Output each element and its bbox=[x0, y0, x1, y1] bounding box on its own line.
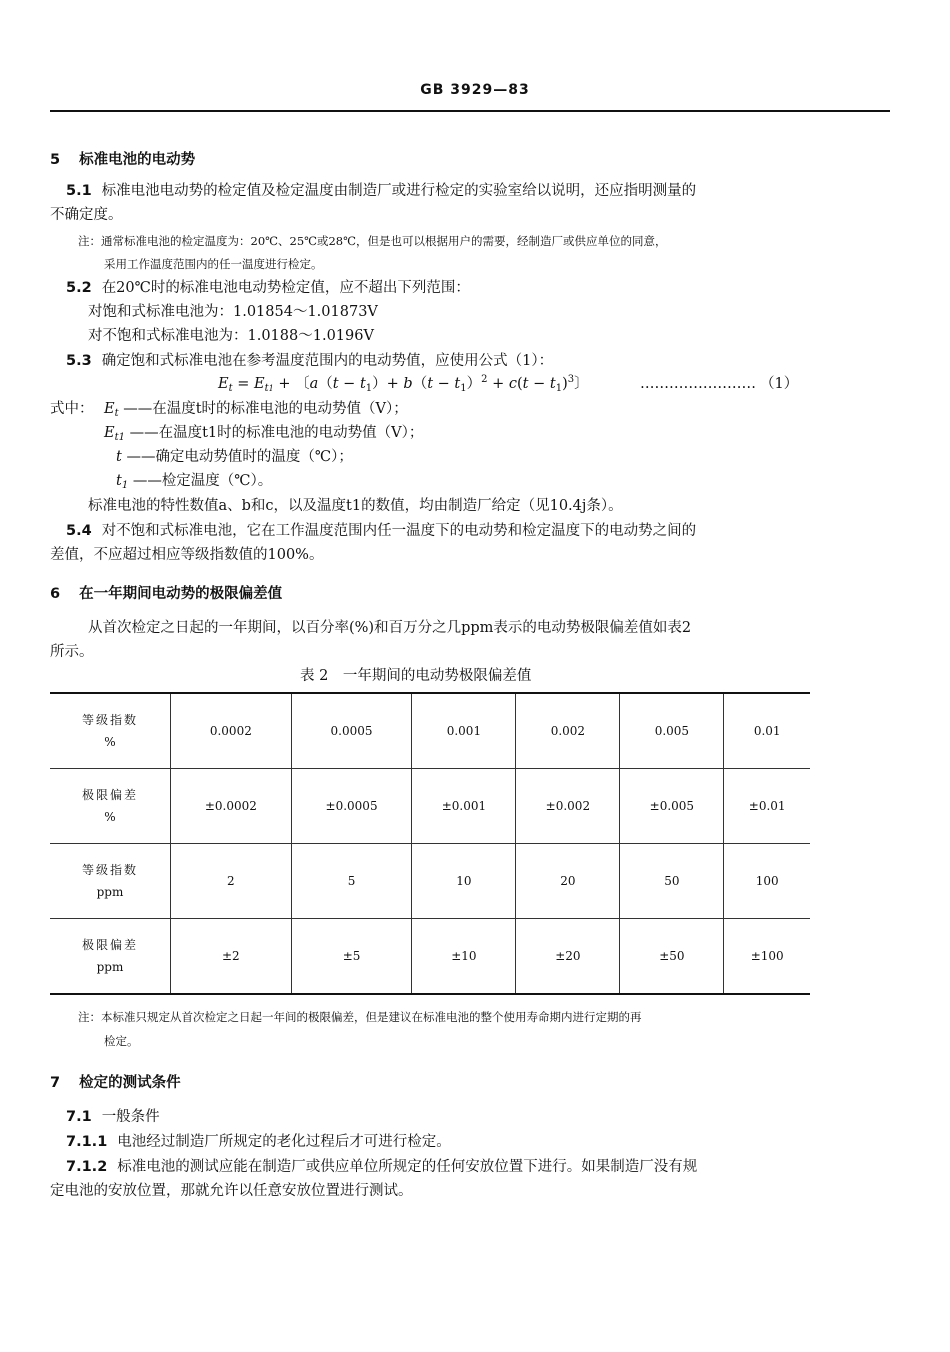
table-cell: 20 bbox=[516, 844, 620, 919]
para-7-1-1: 7.1.1 电池经过制造厂所规定的老化过程后才可进行检定。 bbox=[66, 1134, 451, 1150]
section-6-title: 在一年期间电动势的极限偏差值 bbox=[79, 586, 283, 602]
table-cell: ±0.0005 bbox=[291, 769, 412, 844]
para-5-4: 5.4 对不饱和式标准电池，它在工作温度范围内任一温度下的电动势和检定温度下的电动势之间的 bbox=[66, 523, 697, 539]
table-cell: ±0.002 bbox=[516, 769, 620, 844]
note-5-1-line1: 注：通常标准电池的检定温度为：20℃、25℃或28℃，但是也可以根据用户的需要，经制造厂或供应单位的同意， bbox=[78, 234, 667, 248]
section-5-number: 5 bbox=[50, 152, 61, 168]
para-5-1-cont: 不确定度。 bbox=[50, 207, 123, 223]
table-cell: ±10 bbox=[412, 919, 516, 995]
para-5-2: 5.2 在20℃时的标准电池电动势检定值，应不超出下列范围： bbox=[66, 280, 470, 296]
para-5-2-saturated: 对饱和式标准电池为：1.01854～1.01873V bbox=[88, 304, 378, 320]
table-cell: 0.002 bbox=[516, 693, 620, 769]
section-7-heading bbox=[50, 1073, 181, 1093]
table-cell: 10 bbox=[412, 844, 516, 919]
table-row bbox=[50, 919, 810, 995]
table-2-caption: 表 2 一年期间的电动势极限偏差值 bbox=[300, 668, 532, 684]
section-6-heading bbox=[50, 584, 282, 604]
definition-et: $E_t$ ——在温度t时的标准电池的电动势值（V）； bbox=[104, 401, 408, 419]
table-cell: ±0.001 bbox=[412, 769, 516, 844]
note-6-line1: 注：本标准只规定从首次检定之日起一年间的极限偏差，但是建议在标准电池的整个使用寿命期内进行定期的再 bbox=[78, 1010, 642, 1024]
section-6-intro: 从首次检定之日起的一年期间，以百分率(%)和百万分之几ppm表示的电动势极限偏差值如表2 bbox=[88, 620, 692, 636]
table-cell: 50 bbox=[620, 844, 724, 919]
definition-et1: $E_{t1}$ ——在温度t1时的标准电池的电动势值（V）； bbox=[104, 425, 424, 443]
table-cell: 0.001 bbox=[412, 693, 516, 769]
table-cell: ±2 bbox=[171, 919, 292, 995]
limit-deviation-table bbox=[50, 692, 810, 995]
section-6-intro-cont: 所示。 bbox=[50, 644, 94, 660]
section-5-heading bbox=[50, 150, 195, 170]
table-cell: 2 bbox=[171, 844, 292, 919]
table-cell: ±0.005 bbox=[620, 769, 724, 844]
table-cell: 0.0005 bbox=[291, 693, 412, 769]
section-7-title: 检定的测试条件 bbox=[79, 1075, 181, 1091]
definition-t1: $t_1$ ——检定温度（℃）。 bbox=[116, 473, 273, 491]
table-cell: ±100 bbox=[724, 919, 810, 995]
definition-t: t ——确定电动势值时的温度（℃）； bbox=[116, 449, 353, 465]
row-header: 等级指数 ppm bbox=[50, 844, 171, 919]
table-cell: 0.0002 bbox=[171, 693, 292, 769]
para-5-3: 5.3 确定饱和式标准电池在参考温度范围内的电动势值，应使用公式（1）： bbox=[66, 353, 554, 369]
para-5-2-unsaturated: 对不饱和式标准电池为：1.0188～1.0196V bbox=[88, 328, 374, 344]
table-cell: 100 bbox=[724, 844, 810, 919]
table-cell: 0.01 bbox=[724, 693, 810, 769]
para-7-1: 7.1 一般条件 bbox=[66, 1109, 160, 1125]
note-6-line2: 检定。 bbox=[104, 1034, 139, 1048]
para-7-1-2: 7.1.2 标准电池的测试应能在制造厂或供应单位所规定的任何安放位置下进行。如果制造厂没有规 bbox=[66, 1159, 698, 1175]
section-5-title: 标准电池的电动势 bbox=[79, 152, 196, 168]
table-cell: ±50 bbox=[620, 919, 724, 995]
table-row bbox=[50, 769, 810, 844]
table-row bbox=[50, 693, 810, 769]
table-cell: 0.005 bbox=[620, 693, 724, 769]
coefficient-text: 标准电池的特性数值a、b和c，以及温度t1的数值，均由制造厂给定（见10.4j条）。 bbox=[88, 498, 623, 514]
where-label: 式中： bbox=[50, 401, 94, 417]
row-header: 极限偏差 ppm bbox=[50, 919, 171, 995]
row-header: 极限偏差 % bbox=[50, 769, 171, 844]
table-cell: ±0.01 bbox=[724, 769, 810, 844]
table-cell: ±5 bbox=[291, 919, 412, 995]
section-6-number: 6 bbox=[50, 586, 61, 602]
table-cell: ±0.0002 bbox=[171, 769, 292, 844]
formula-1: $E_t = E_{t1}$ + 〔$a(t - t_1)+ b(t - t_1)^2 + c(t - t_1)^3$〕 bbox=[218, 374, 589, 394]
standard-code-header: GB 3929—83 bbox=[420, 82, 530, 98]
formula-number: （1） bbox=[760, 376, 799, 392]
para-5-4-cont: 差值，不应超过相应等级指数值的100%。 bbox=[50, 547, 324, 563]
para-7-1-2-cont: 定电池的安放位置，那就允许以任意安放位置进行测试。 bbox=[50, 1183, 413, 1199]
para-5-1: 5.1 标准电池电动势的检定值及检定温度由制造厂或进行检定的实验室给以说明，还应指明测量的 bbox=[66, 183, 697, 199]
formula-dots: …………………… bbox=[640, 376, 756, 392]
table-row bbox=[50, 844, 810, 919]
section-7-number: 7 bbox=[50, 1075, 61, 1091]
row-header: 等级指数 % bbox=[50, 693, 171, 769]
header-rule bbox=[50, 110, 890, 112]
table-cell: ±20 bbox=[516, 919, 620, 995]
table-cell: 5 bbox=[291, 844, 412, 919]
note-5-1-line2: 采用工作温度范围内的任一温度进行检定。 bbox=[104, 257, 323, 271]
